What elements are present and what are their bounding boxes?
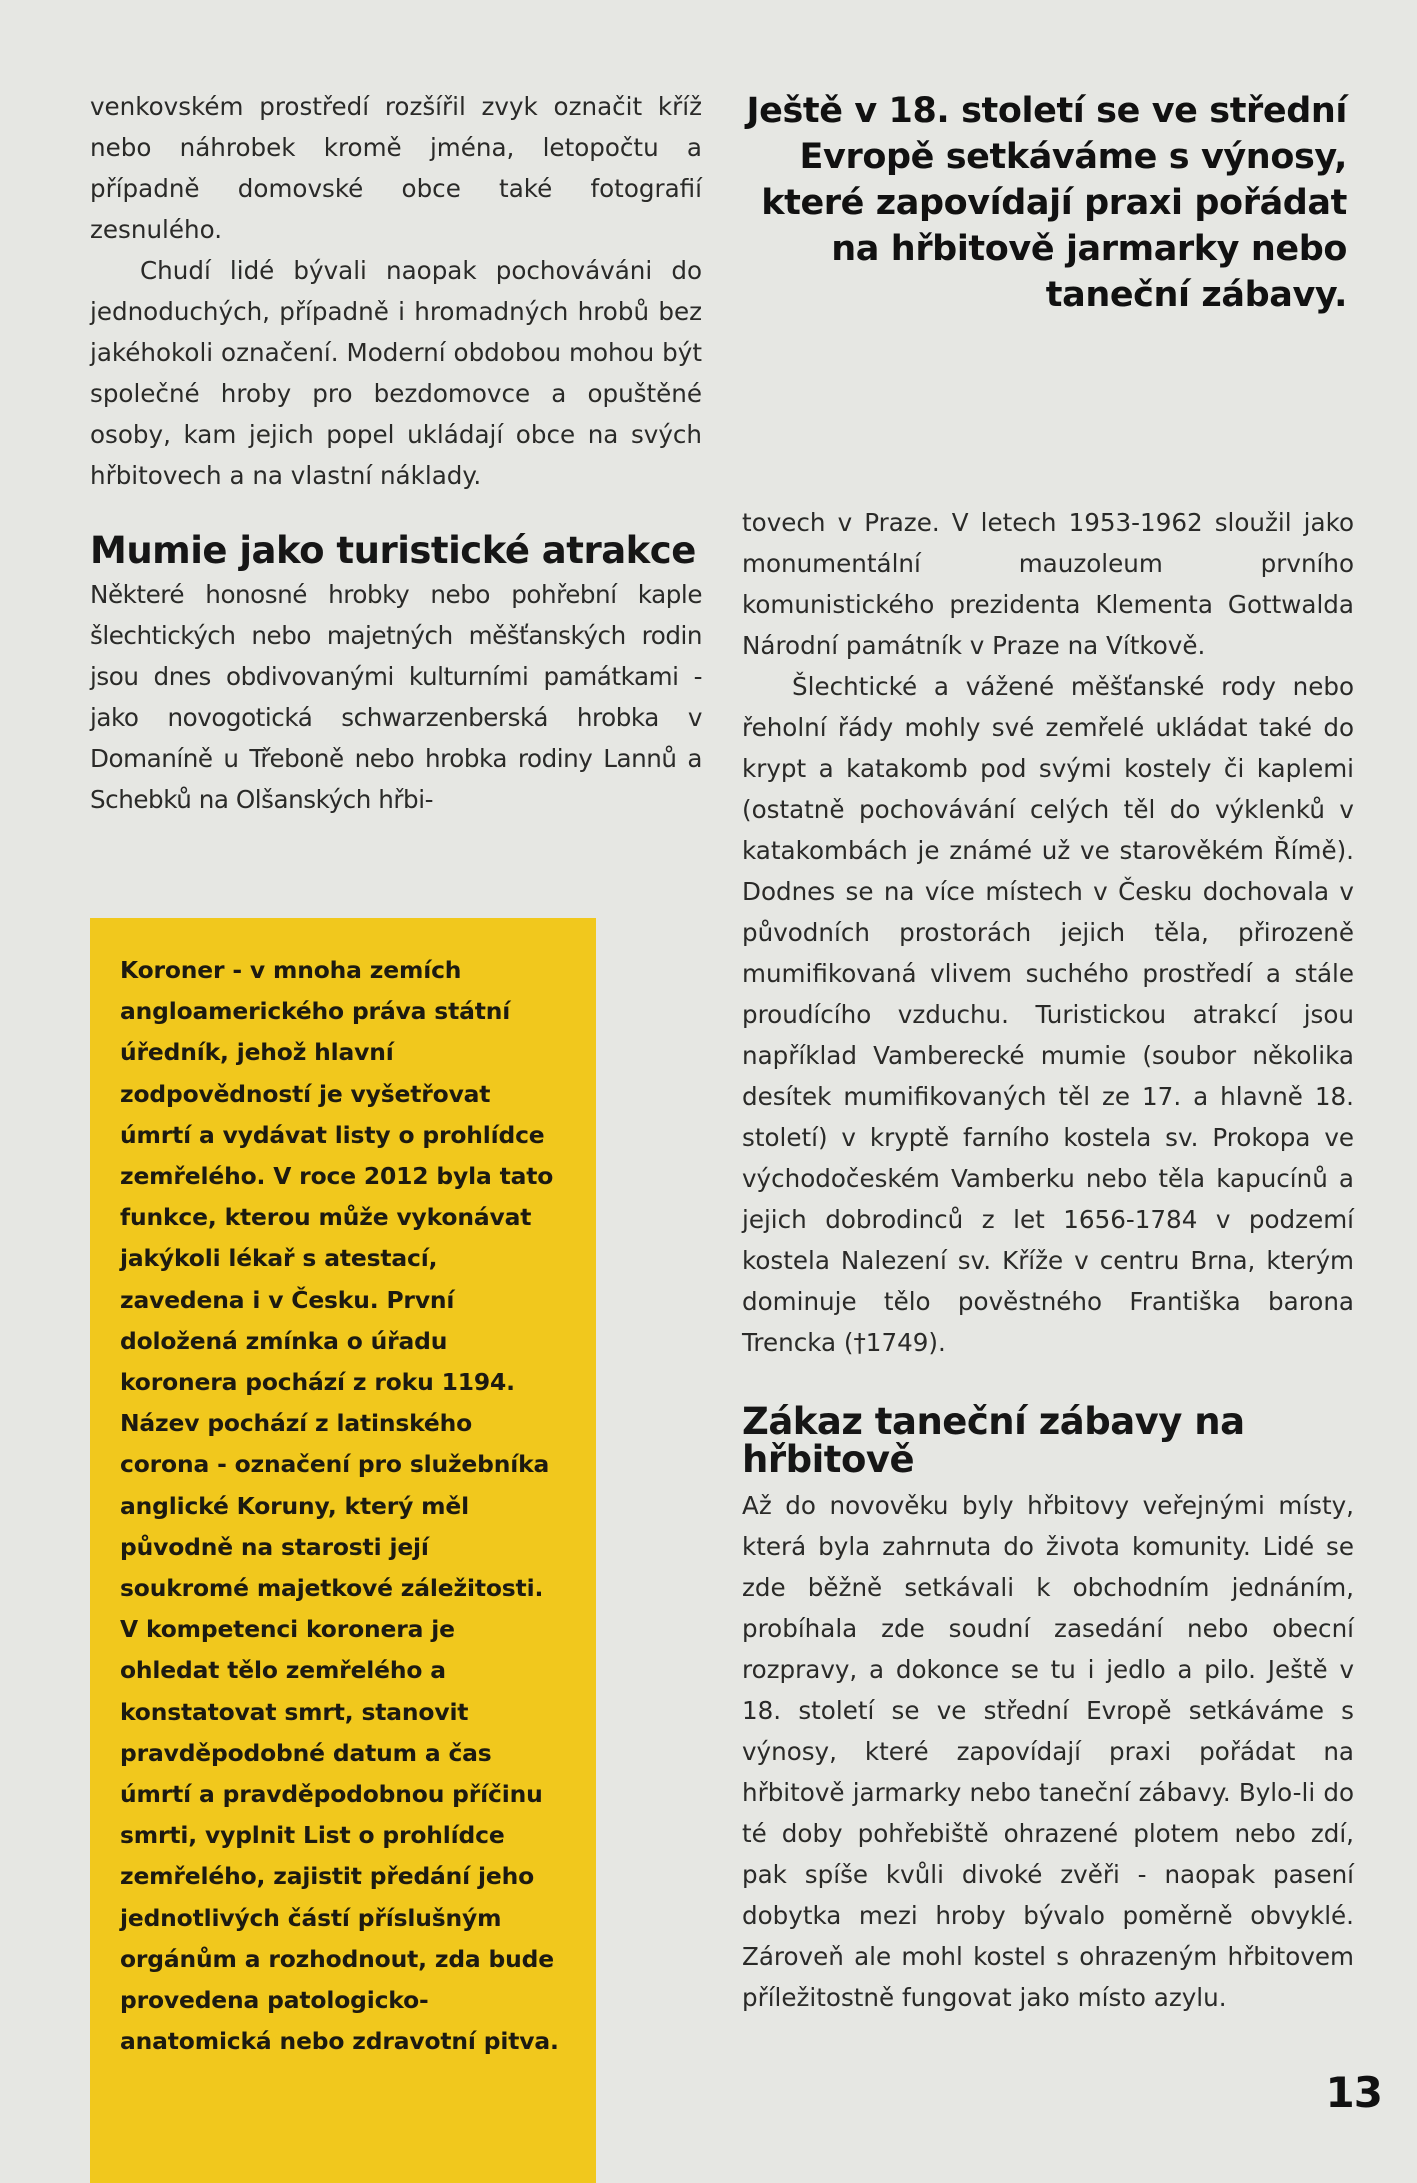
- right-column: [742, 502, 1354, 2018]
- paragraph: Chudí lidé bývali naopak pochováváni do jednoduchých, případně i hromadných hrobů bez jakéhokoli označení. Moderní obdobou mohou být společné hroby pro bezdomovce a opuštěné osoby, kam jejich popel ukládají obce na svých hřbitovech a na vlastní náklady.: [90, 256, 702, 490]
- pull-quote: Ještě v 18. století se ve střední Evropě setkáváme s výnosy, které zapovídají praxi pořádat na hřbitově jarmarky nebo taneční zábavy.: [746, 91, 1347, 315]
- section-heading-mumie: Mumie jako turistické atrakce: [90, 529, 696, 572]
- glossary-definition: - v mnoha zemích angloamerického práva státní úředník, jehož hlavní zodpovědností je vyšetřovat úmrtí a vydávat listy o prohlídce zemřelého. V roce 2012 byla tato funkce, kterou může vykonávat jakýkoli lékař s atestací, zavedena i v Česku. První doložená zmínka o úřadu koronera pochází z roku 1194. Název pochází z latinského corona - označení pro služebníka anglické Koruny, který měl původně na starosti její soukromé majetkové záležitosti. V kompetenci koronera je ohledat tělo zemřelého a konstatovat smrt, stanovit pravděpodobné datum a čas úmrtí a pravděpodobnou příčinu smrti, vyplnit List o prohlídce zemřelého, zajistit předání jeho jednotlivých částí příslušným orgánům a rozhodnout, zda bude provedena patologicko-anatomická nebo zdravotní pitva.: [120, 956, 559, 2056]
- glossary-text: [120, 950, 560, 2062]
- paragraph: Až do novověku byly hřbitovy veřejnými místy, která byla zahrnuta do života komunity. Lidé se zde běžně setkávali k obchodním jednáním, probíhala zde soudní zasedání nebo obecní rozpravy, a dokonce se tu i jedlo a pilo. Ještě v 18. století se ve střední Evropě setkáváme s výnosy, které zapovídají praxi pořádat na hřbitově jarmarky nebo taneční zábavy. Bylo-li do té doby pohřebiště ohrazené plotem nebo zdí, pak spíše kvůli divoké zvěři - naopak pasení dobytka mezi hroby bývalo poměrně obvyklé. Zároveň ale mohl kostel s ohrazeným hřbitovem příležitostně fungovat jako místo azylu.: [742, 1491, 1354, 2012]
- paragraph: Šlechtické a vážené měšťanské rody nebo řeholní řády mohly své zemřelé ukládat také do krypt a katakomb pod svými kostely či kaplemi (ostatně pochovávání celých těl do výklenků v katakombách je známé už ve starověkém Římě). Dodnes se na více místech v Česku dochovala v původních prostorách jejich těla, přirozeně mumifikovaná vlivem suchého prostředí a stále proudícího vzduchu. Turistickou atrakcí jsou například Vamberecké mumie (soubor několika desítek mumifikovaných těl ze 17. a hlavně 18. století) v kryptě farního kostela sv. Prokopa ve východočeském Vamberku nebo těla kapucínů a jejich dobrodinců z let 1656-1784 v podzemí kostela Nalezení sv. Kříže v centru Brna, kterým dominuje tělo pověstného Františka barona Trencka (†1749).: [742, 672, 1354, 1357]
- glossary-sidebar: [90, 918, 596, 2183]
- glossary-term: Koroner: [120, 956, 225, 984]
- paragraph: tovech v Praze. V letech 1953-1962 sloužil jako monumentální mauzoleum prvního komunistického prezidenta Klementa Gottwalda Národní památník v Praze na Vítkově.: [742, 508, 1354, 660]
- section-heading-zakaz: Zákaz taneční zábavy na hřbitově: [742, 1400, 1245, 1481]
- page-number: 13: [1325, 2068, 1382, 2117]
- paragraph: Některé honosné hrobky nebo pohřební kaple šlechtických nebo majetných měšťanských rodin jsou dnes obdivovanými kulturními památkami - jako novogotická schwarzenberská hrobka v Domaníně u Třeboně nebo hrobka rodiny Lannů a Schebků na Olšanských hřbi-: [90, 580, 702, 814]
- paragraph: venkovském prostředí rozšířil zvyk označit kříž nebo náhrobek kromě jména, letopočtu a případně domovské obce také fotografií zesnulého.: [90, 92, 702, 244]
- left-column: [90, 86, 702, 820]
